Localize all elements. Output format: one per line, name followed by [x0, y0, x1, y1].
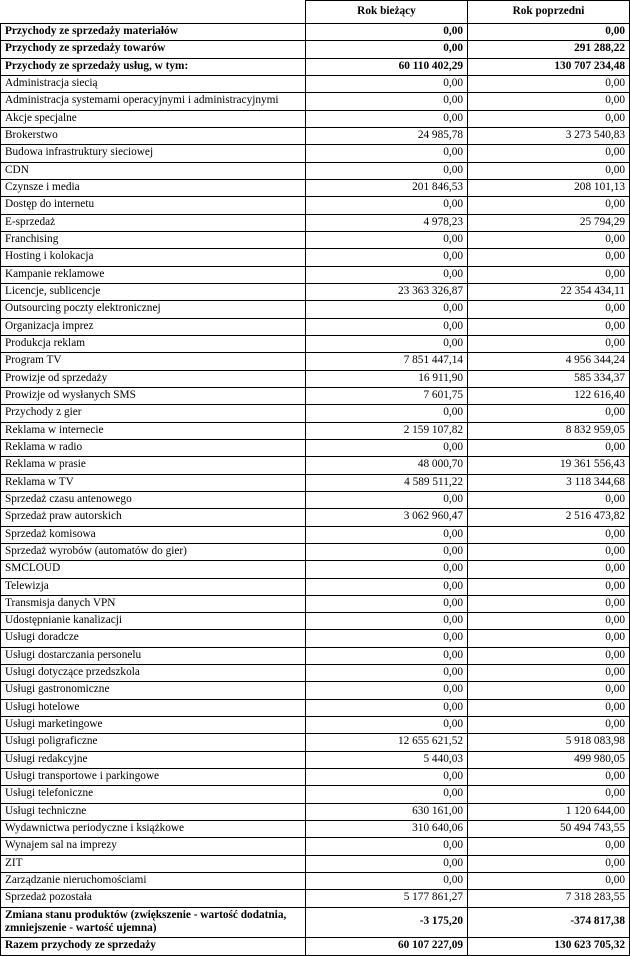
row-value-current-year: 0,00 [306, 491, 468, 508]
row-value-previous-year: 0,00 [468, 24, 630, 41]
table-header [1, 1, 630, 24]
row-label: ZIT [1, 855, 306, 872]
row-value-current-year: 0,00 [306, 595, 468, 612]
table-row [1, 145, 630, 162]
row-label: Franchising [1, 231, 306, 248]
table-row [1, 474, 630, 491]
row-value-current-year: 0,00 [306, 318, 468, 335]
row-value-previous-year: 0,00 [468, 145, 630, 162]
row-value-current-year: 5 177 861,27 [306, 890, 468, 907]
row-value-current-year: 0,00 [306, 838, 468, 855]
table-body [1, 24, 630, 956]
table-row [1, 561, 630, 578]
row-value-current-year: 4 978,23 [306, 214, 468, 231]
row-label: Usługi dostarczania personelu [1, 647, 306, 664]
row-label: Usługi transportowe i parkingowe [1, 769, 306, 786]
row-value-current-year: 0,00 [306, 75, 468, 92]
row-value-previous-year: 0,00 [468, 318, 630, 335]
table-row [1, 630, 630, 647]
row-value-previous-year: 0,00 [468, 595, 630, 612]
row-value-current-year: 630 161,00 [306, 803, 468, 820]
row-value-previous-year: 0,00 [468, 335, 630, 352]
row-value-current-year: 24 985,78 [306, 127, 468, 144]
row-label: Usługi techniczne [1, 803, 306, 820]
row-label: Zarządzanie nieruchomościami [1, 873, 306, 890]
row-value-previous-year: 0,00 [468, 665, 630, 682]
table-row [1, 907, 630, 938]
row-value-previous-year: 0,00 [468, 630, 630, 647]
row-label: Usługi gastronomiczne [1, 682, 306, 699]
row-value-previous-year: 0,00 [468, 439, 630, 456]
table-row [1, 301, 630, 318]
row-value-previous-year: 0,00 [468, 231, 630, 248]
table-row [1, 179, 630, 196]
row-value-previous-year: 0,00 [468, 526, 630, 543]
row-label: Sprzedaż wyrobów (automatów do gier) [1, 543, 306, 560]
row-label: Usługi marketingowe [1, 717, 306, 734]
row-value-previous-year: 0,00 [468, 543, 630, 560]
column-header-label [1, 1, 306, 24]
row-value-current-year: 60 110 402,29 [306, 58, 468, 75]
row-value-previous-year: 585 334,37 [468, 370, 630, 387]
row-value-current-year: 0,00 [306, 41, 468, 58]
row-value-current-year: 0,00 [306, 717, 468, 734]
row-value-current-year: 310 640,06 [306, 821, 468, 838]
row-value-previous-year: 0,00 [468, 613, 630, 630]
row-value-previous-year: 0,00 [468, 405, 630, 422]
table-row [1, 214, 630, 231]
row-value-current-year: 3 062 960,47 [306, 509, 468, 526]
row-label: Usługi hotelowe [1, 699, 306, 716]
row-label: Usługi poligraficzne [1, 734, 306, 751]
row-label: Zmiana stanu produktów (zwiększenie - wartość dodatnia, zmniejszenie - wartość ujemna) [1, 907, 306, 938]
row-label: Usługi doradcze [1, 630, 306, 647]
row-value-current-year: 0,00 [306, 93, 468, 110]
row-label: Wydawnictwa periodyczne i książkowe [1, 821, 306, 838]
table-row [1, 647, 630, 664]
row-value-previous-year: 25 794,29 [468, 214, 630, 231]
table-row [1, 231, 630, 248]
row-value-current-year: 0,00 [306, 682, 468, 699]
row-label: Program TV [1, 353, 306, 370]
row-value-previous-year: 0,00 [468, 301, 630, 318]
row-value-current-year: -3 175,20 [306, 907, 468, 938]
row-value-previous-year: 22 354 434,11 [468, 283, 630, 300]
row-value-current-year: 12 655 621,52 [306, 734, 468, 751]
row-label: SMCLOUD [1, 561, 306, 578]
row-value-previous-year: 0,00 [468, 699, 630, 716]
row-label: Produkcja reklam [1, 335, 306, 352]
row-value-previous-year: 5 918 083,98 [468, 734, 630, 751]
row-value-current-year: 4 589 511,22 [306, 474, 468, 491]
row-value-current-year: 0,00 [306, 145, 468, 162]
row-label: Reklama w radio [1, 439, 306, 456]
row-value-previous-year: 130 623 705,32 [468, 938, 630, 955]
row-value-previous-year: 8 832 959,05 [468, 422, 630, 439]
row-value-current-year: 0,00 [306, 647, 468, 664]
row-label: Przychody ze sprzedaży usług, w tym: [1, 58, 306, 75]
row-label: Usługi dotyczące przedszkola [1, 665, 306, 682]
row-value-current-year: 0,00 [306, 526, 468, 543]
row-value-previous-year: 7 318 283,55 [468, 890, 630, 907]
row-value-current-year: 0,00 [306, 266, 468, 283]
row-value-previous-year: 0,00 [468, 162, 630, 179]
table-row [1, 803, 630, 820]
table-row [1, 543, 630, 560]
row-label: Przychody ze sprzedaży towarów [1, 41, 306, 58]
row-value-current-year: 7 851 447,14 [306, 353, 468, 370]
row-label: Sprzedaż pozostała [1, 890, 306, 907]
row-label: CDN [1, 162, 306, 179]
row-label: Prowizje od sprzedaży [1, 370, 306, 387]
table-row [1, 838, 630, 855]
table-row [1, 613, 630, 630]
row-label: Razem przychody ze sprzedaży [1, 938, 306, 955]
table-row [1, 58, 630, 75]
row-label: Administracja systemami operacyjnymi i administracyjnymi [1, 93, 306, 110]
row-value-previous-year: 0,00 [468, 717, 630, 734]
row-value-current-year: 60 107 227,09 [306, 938, 468, 955]
table-row [1, 439, 630, 456]
row-value-previous-year: 0,00 [468, 786, 630, 803]
row-value-previous-year: 0,00 [468, 197, 630, 214]
table-row [1, 734, 630, 751]
column-header-current-year: Rok bieżący [306, 1, 468, 24]
row-label: Reklama w prasie [1, 457, 306, 474]
row-value-previous-year: 0,00 [468, 873, 630, 890]
row-value-previous-year: 0,00 [468, 647, 630, 664]
row-value-previous-year: 1 120 644,00 [468, 803, 630, 820]
row-label: Reklama w internecie [1, 422, 306, 439]
row-value-current-year: 2 159 107,82 [306, 422, 468, 439]
row-label: Czynsze i media [1, 179, 306, 196]
row-value-previous-year: 0,00 [468, 266, 630, 283]
row-value-current-year: 0,00 [306, 162, 468, 179]
row-label: Administracja siecią [1, 75, 306, 92]
row-label: Prowizje od wysłanych SMS [1, 387, 306, 404]
table-row [1, 938, 630, 955]
row-label: Sprzedaż komisowa [1, 526, 306, 543]
row-label: Przychody z gier [1, 405, 306, 422]
table-row [1, 127, 630, 144]
row-label: Dostęp do internetu [1, 197, 306, 214]
row-value-current-year: 7 601,75 [306, 387, 468, 404]
row-value-previous-year: 0,00 [468, 75, 630, 92]
row-label: Kampanie reklamowe [1, 266, 306, 283]
row-label: Transmisja danych VPN [1, 595, 306, 612]
row-value-current-year: 16 911,90 [306, 370, 468, 387]
table-row [1, 821, 630, 838]
row-value-current-year: 0,00 [306, 24, 468, 41]
row-value-current-year: 0,00 [306, 665, 468, 682]
row-label: Sprzedaż praw autorskich [1, 509, 306, 526]
table-row [1, 751, 630, 768]
row-value-current-year: 48 000,70 [306, 457, 468, 474]
row-value-previous-year: 50 494 743,55 [468, 821, 630, 838]
row-value-previous-year: 208 101,13 [468, 179, 630, 196]
row-value-previous-year: 499 980,05 [468, 751, 630, 768]
row-value-current-year: 23 363 326,87 [306, 283, 468, 300]
table-row [1, 491, 630, 508]
row-value-previous-year: 0,00 [468, 855, 630, 872]
row-value-current-year: 0,00 [306, 578, 468, 595]
row-value-previous-year: 0,00 [468, 561, 630, 578]
row-value-previous-year: 122 616,40 [468, 387, 630, 404]
column-header-previous-year: Rok poprzedni [468, 1, 630, 24]
row-value-previous-year: -374 817,38 [468, 907, 630, 938]
row-value-previous-year: 291 288,22 [468, 41, 630, 58]
row-value-previous-year: 0,00 [468, 110, 630, 127]
row-value-current-year: 0,00 [306, 335, 468, 352]
row-label: Telewizja [1, 578, 306, 595]
row-value-current-year: 0,00 [306, 301, 468, 318]
row-value-previous-year: 0,00 [468, 249, 630, 266]
row-label: Usługi redakcyjne [1, 751, 306, 768]
row-value-current-year: 0,00 [306, 231, 468, 248]
row-label: Outsourcing poczty elektronicznej [1, 301, 306, 318]
table-row [1, 699, 630, 716]
row-value-current-year: 0,00 [306, 561, 468, 578]
row-value-current-year: 0,00 [306, 249, 468, 266]
table-row [1, 786, 630, 803]
table-row [1, 370, 630, 387]
table-row [1, 682, 630, 699]
table-row [1, 24, 630, 41]
row-label: Wynajem sal na imprezy [1, 838, 306, 855]
row-label: E-sprzedaż [1, 214, 306, 231]
table-row [1, 405, 630, 422]
row-value-current-year: 0,00 [306, 873, 468, 890]
table-row [1, 249, 630, 266]
row-value-previous-year: 3 118 344,68 [468, 474, 630, 491]
row-label: Reklama w TV [1, 474, 306, 491]
row-value-current-year: 0,00 [306, 197, 468, 214]
row-label: Organizacja imprez [1, 318, 306, 335]
table-row [1, 890, 630, 907]
row-value-previous-year: 4 956 344,24 [468, 353, 630, 370]
row-label: Sprzedaż czasu antenowego [1, 491, 306, 508]
table-row [1, 41, 630, 58]
row-value-current-year: 0,00 [306, 630, 468, 647]
row-value-previous-year: 130 707 234,48 [468, 58, 630, 75]
row-value-current-year: 0,00 [306, 855, 468, 872]
row-value-previous-year: 0,00 [468, 838, 630, 855]
table-row [1, 769, 630, 786]
row-label: Usługi telefoniczne [1, 786, 306, 803]
row-value-previous-year: 19 361 556,43 [468, 457, 630, 474]
table-row [1, 318, 630, 335]
table-row [1, 387, 630, 404]
row-label: Przychody ze sprzedaży materiałów [1, 24, 306, 41]
table-row [1, 595, 630, 612]
row-value-current-year: 0,00 [306, 543, 468, 560]
row-value-current-year: 0,00 [306, 110, 468, 127]
row-label: Akcje specjalne [1, 110, 306, 127]
table-row [1, 509, 630, 526]
table-row [1, 162, 630, 179]
table-row [1, 93, 630, 110]
row-label: Brokerstwo [1, 127, 306, 144]
row-value-previous-year: 0,00 [468, 491, 630, 508]
table-row [1, 665, 630, 682]
row-label: Hosting i kolokacja [1, 249, 306, 266]
table-row [1, 873, 630, 890]
row-label: Budowa infrastruktury sieciowej [1, 145, 306, 162]
row-value-current-year: 5 440,03 [306, 751, 468, 768]
table-row [1, 855, 630, 872]
table-row [1, 283, 630, 300]
row-value-previous-year: 0,00 [468, 93, 630, 110]
row-value-current-year: 0,00 [306, 613, 468, 630]
row-value-current-year: 201 846,53 [306, 179, 468, 196]
table-row [1, 578, 630, 595]
table-row [1, 457, 630, 474]
row-value-current-year: 0,00 [306, 786, 468, 803]
row-value-current-year: 0,00 [306, 769, 468, 786]
table-row [1, 422, 630, 439]
table-row [1, 353, 630, 370]
table-row [1, 197, 630, 214]
row-label: Licencje, sublicencje [1, 283, 306, 300]
table-row [1, 110, 630, 127]
row-value-previous-year: 0,00 [468, 769, 630, 786]
row-value-current-year: 0,00 [306, 699, 468, 716]
row-value-previous-year: 3 273 540,83 [468, 127, 630, 144]
table-row [1, 526, 630, 543]
table-header-row [1, 1, 630, 24]
row-value-previous-year: 0,00 [468, 578, 630, 595]
row-value-current-year: 0,00 [306, 405, 468, 422]
table-row [1, 717, 630, 734]
row-value-previous-year: 2 516 473,82 [468, 509, 630, 526]
row-value-current-year: 0,00 [306, 439, 468, 456]
table-row [1, 266, 630, 283]
row-label: Udostępnianie kanalizacji [1, 613, 306, 630]
table-row [1, 335, 630, 352]
row-value-previous-year: 0,00 [468, 682, 630, 699]
table-row [1, 75, 630, 92]
